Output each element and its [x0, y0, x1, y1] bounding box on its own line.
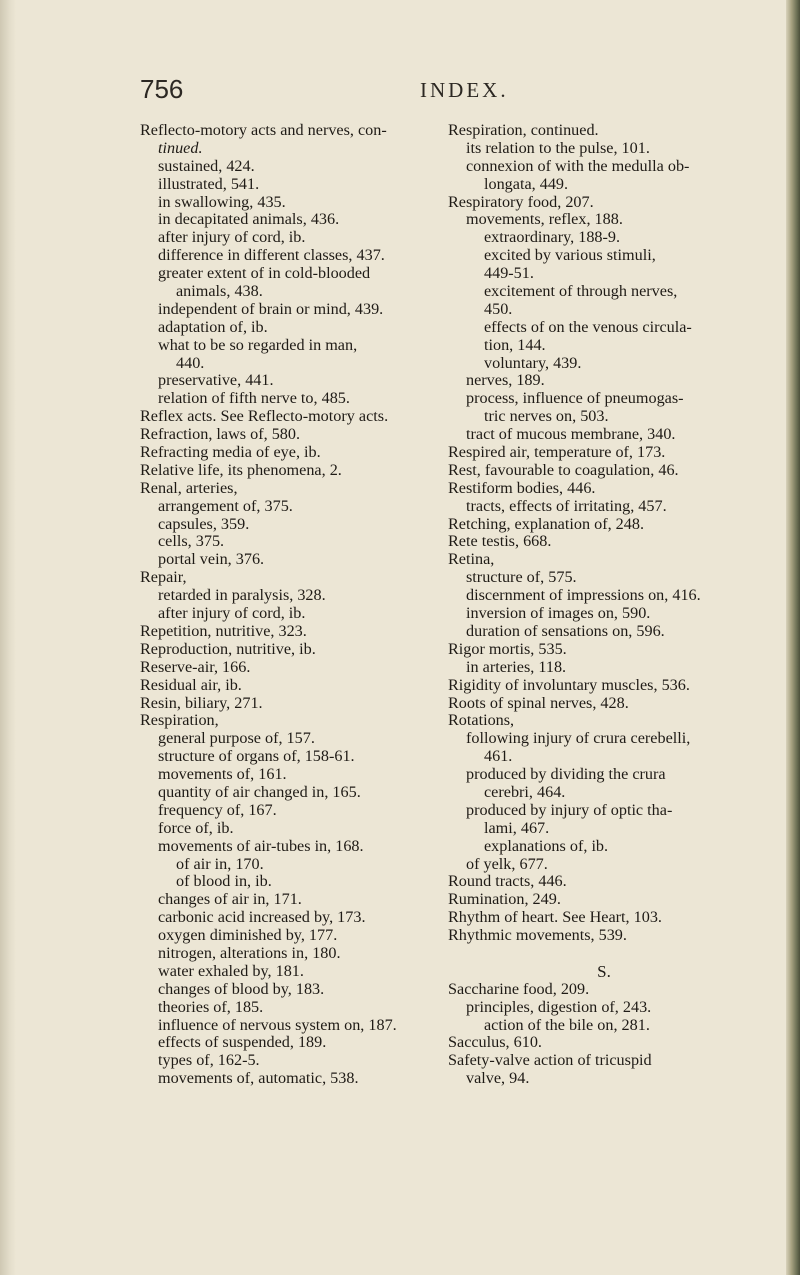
spacer	[448, 945, 760, 963]
page-header	[0, 74, 790, 104]
index-subentry: after injury of cord, ib.	[158, 604, 306, 623]
index-subentry: greater extent of in cold-blooded	[158, 264, 371, 283]
index-subentry: cerebri, 464.	[484, 782, 566, 801]
index-entry: Rest, favourable to coagulation, 46.	[448, 460, 679, 479]
index-subentry: what to be so regarded in man,	[158, 335, 358, 354]
index-subentry: in decapitated animals, 436.	[158, 210, 340, 229]
index-subentry: 461.	[484, 747, 513, 766]
index-subentry: relation of fifth nerve to, 485.	[158, 389, 350, 408]
index-subentry: nitrogen, alterations in, 180.	[158, 943, 341, 962]
index-subentry: independent of brain or mind, 439.	[158, 299, 384, 318]
index-subentry: excitement of through nerves,	[484, 282, 678, 301]
index-entry: Rhythmic movements, 539.	[448, 926, 627, 945]
index-subentry: of air in, 170.	[176, 854, 264, 873]
index-entry: Saccharine food, 209.	[448, 979, 590, 998]
running-head: INDEX.	[420, 78, 509, 102]
index-entry: Safety-valve action of tricuspid	[448, 1051, 652, 1070]
index-subentry: after injury of cord, ib.	[158, 228, 306, 247]
index-subentry: extraordinary, 188-9.	[484, 228, 621, 247]
index-entry: Restiform bodies, 446.	[448, 478, 596, 497]
index-subentry: in swallowing, 435.	[158, 192, 286, 211]
index-subentry: inversion of images on, 590.	[466, 604, 651, 623]
index-subentry: oxygen diminished by, 177.	[158, 926, 338, 945]
index-subentry: 440.	[176, 353, 205, 372]
index-subentry: animals, 438.	[176, 282, 263, 301]
index-subentry: duration of sensations on, 596.	[466, 621, 665, 640]
index-subentry: produced by dividing the crura	[466, 765, 666, 784]
page-edge	[786, 0, 800, 1275]
index-subentry: of blood in, ib.	[176, 872, 272, 891]
index-subentry: excited by various stimuli,	[484, 246, 656, 265]
index-subentry: structure of organs of, 158-61.	[158, 747, 355, 766]
index-entry: tinued.	[158, 138, 203, 157]
index-subentry: difference in different classes, 437.	[158, 246, 385, 265]
index-subentry: tract of mucous membrane, 340.	[466, 425, 676, 444]
index-subentry: tion, 144.	[484, 335, 546, 354]
index-subentry: 450.	[484, 299, 513, 318]
index-entry: Refracting media of eye, ib.	[140, 443, 321, 462]
index-column-left	[140, 122, 440, 1088]
index-entry: Respired air, temperature of, 173.	[448, 443, 666, 462]
index-subentry: explanations of, ib.	[484, 836, 609, 855]
index-entry: Respiration,	[140, 711, 219, 730]
index-entry: Reflecto-motory acts and nerves, con-	[140, 121, 387, 139]
index-entry: Retching, explanation of, 248.	[448, 514, 645, 533]
index-subentry: produced by injury of optic tha-	[466, 800, 673, 819]
index-entry: Residual air, ib.	[140, 675, 242, 694]
index-entry: Rumination, 249.	[448, 890, 561, 909]
index-entry: Rotations,	[448, 711, 515, 730]
index-subentry: principles, digestion of, 243.	[466, 997, 652, 1016]
index-subentry: tric nerves on, 503.	[484, 407, 609, 426]
page-number: 756	[140, 74, 184, 104]
index-subentry: preservative, 441.	[158, 371, 274, 390]
index-entry: Repair,	[140, 568, 187, 587]
index-subentry: connexion of with the medulla ob-	[466, 156, 690, 175]
index-subentry: movements, reflex, 188.	[466, 210, 623, 229]
index-subentry: movements of, 161.	[158, 765, 287, 784]
index-subentry: tracts, effects of irritating, 457.	[466, 496, 667, 515]
index-subentry: in arteries, 118.	[466, 657, 567, 676]
index-subentry: its relation to the pulse, 101.	[466, 138, 650, 157]
index-subentry: force of, ib.	[158, 818, 234, 837]
index-entry: Retina,	[448, 550, 495, 569]
section-letter: S.	[597, 961, 611, 981]
index-subentry: general purpose of, 157.	[158, 729, 315, 748]
index-subentry: voluntary, 439.	[484, 353, 582, 372]
index-subentry: influence of nervous system on, 187.	[158, 1015, 397, 1034]
index-entry: Round tracts, 446.	[448, 872, 567, 891]
index-entry: Reserve-air, 166.	[140, 657, 251, 676]
index-entry: Resin, biliary, 271.	[140, 693, 263, 712]
index-entry: Renal, arteries,	[140, 478, 238, 497]
binding-shadow	[0, 0, 16, 1275]
index-subentry: sustained, 424.	[158, 156, 255, 175]
index-subentry: adaptation of, ib.	[158, 317, 268, 336]
index-subentry: theories of, 185.	[158, 997, 264, 1016]
index-subentry: longata, 449.	[484, 174, 569, 193]
index-subentry: structure of, 575.	[466, 568, 577, 587]
index-subentry: lami, 467.	[484, 818, 550, 837]
index-subentry: discernment of impressions on, 416.	[466, 586, 701, 605]
index-subentry: action of the bile on, 281.	[484, 1015, 650, 1034]
index-subentry: movements of air-tubes in, 168.	[158, 836, 364, 855]
index-subentry: quantity of air changed in, 165.	[158, 782, 361, 801]
index-subentry: valve, 94.	[466, 1069, 530, 1088]
index-subentry: changes of air in, 171.	[158, 890, 302, 909]
index-subentry: changes of blood by, 183.	[158, 979, 325, 998]
index-subentry: of yelk, 677.	[466, 854, 548, 873]
index-entry: Relative life, its phenomena, 2.	[140, 460, 342, 479]
index-entry: Rete testis, 668.	[448, 532, 552, 551]
index-subentry: effects of on the venous circula-	[484, 317, 692, 336]
index-subentry: carbonic acid increased by, 173.	[158, 908, 366, 927]
index-subentry: frequency of, 167.	[158, 800, 277, 819]
index-subentry: retarded in paralysis, 328.	[158, 586, 326, 605]
index-entry: Rhythm of heart. See Heart, 103.	[448, 908, 662, 927]
index-column-right	[448, 122, 760, 1088]
index-subentry: water exhaled by, 181.	[158, 961, 304, 980]
index-subentry: effects of suspended, 189.	[158, 1033, 327, 1052]
index-entry: Reproduction, nutritive, ib.	[140, 639, 316, 658]
index-entry: Refraction, laws of, 580.	[140, 425, 301, 444]
index-subentry: 449-51.	[484, 264, 534, 283]
index-subentry: arrangement of, 375.	[158, 496, 293, 515]
index-subentry: types of, 162-5.	[158, 1051, 260, 1070]
index-entry: Repetition, nutritive, 323.	[140, 621, 307, 640]
index-subentry: movements of, automatic, 538.	[158, 1069, 359, 1088]
index-subentry: portal vein, 376.	[158, 550, 265, 569]
index-subentry: following injury of crura cerebelli,	[466, 729, 691, 748]
index-subentry: process, influence of pneumogas-	[466, 389, 684, 408]
index-subentry: illustrated, 541.	[158, 174, 260, 193]
index-subentry: cells, 375.	[158, 532, 225, 551]
index-entry: Reflex acts. See Reflecto-motory acts.	[140, 407, 389, 426]
index-entry: Rigor mortis, 535.	[448, 639, 567, 658]
index-entry: Respiratory food, 207.	[448, 192, 594, 211]
index-entry: Respiration, continued.	[448, 121, 599, 139]
index-entry: Sacculus, 610.	[448, 1033, 542, 1052]
index-subentry: capsules, 359.	[158, 514, 250, 533]
index-entry: Roots of spinal nerves, 428.	[448, 693, 629, 712]
index-subentry: nerves, 189.	[466, 371, 545, 390]
index-entry: Rigidity of involuntary muscles, 536.	[448, 675, 690, 694]
